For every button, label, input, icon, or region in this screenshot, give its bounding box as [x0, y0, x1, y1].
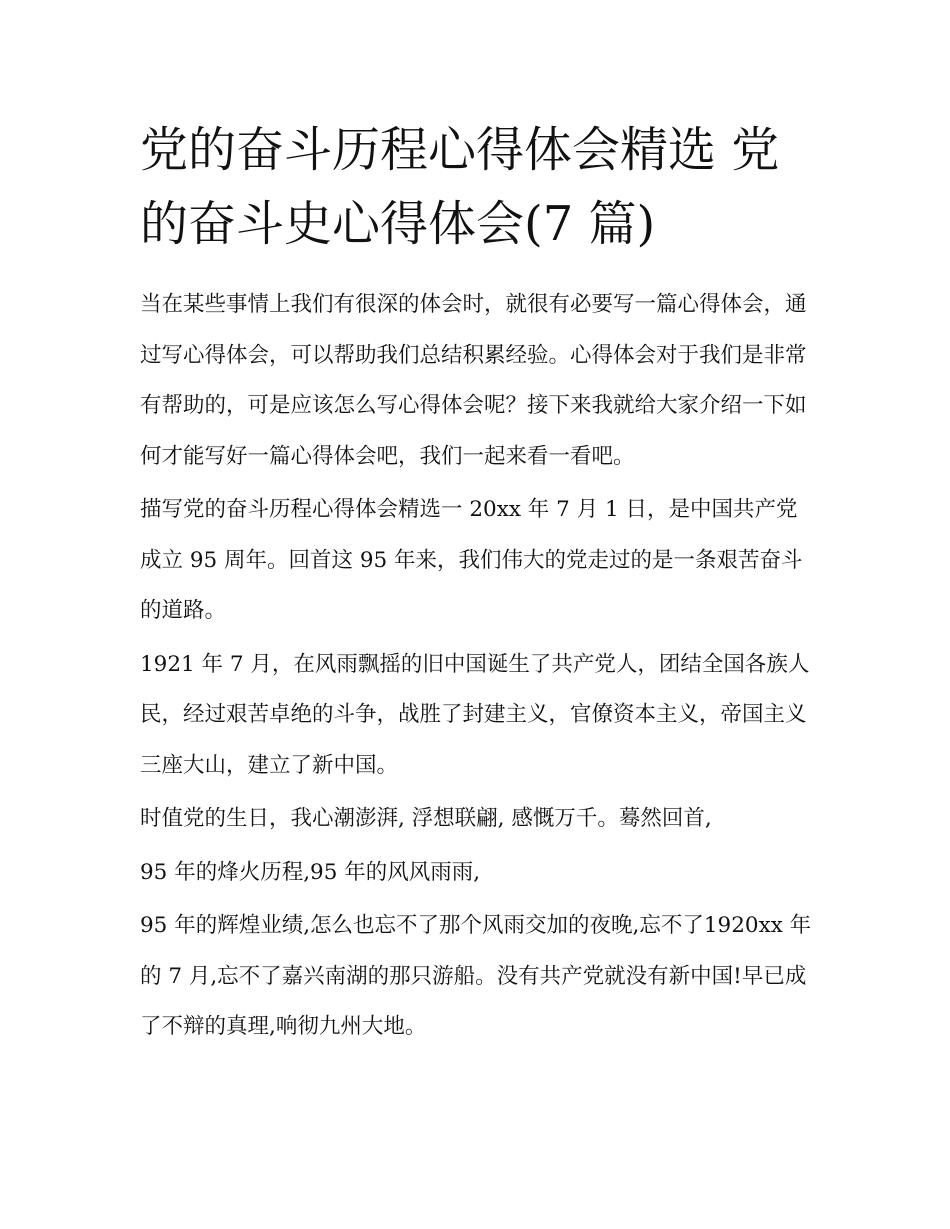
document-body — [140, 280, 818, 1056]
paragraph-birthday: 时值党的生日，我心潮澎湃, 浮想联翩, 感慨万千。蓦然回首, — [140, 806, 712, 831]
paragraph-1921: 1921 年 7 月，在风雨飘摇的旧中国诞生了共产党人，团结全国各族人民，经过艰苦卓绝的斗争，战胜了封建主义，官僚资本主义，帝国主义三座大山，建立了新中国。 — [140, 651, 810, 778]
paragraph-95-years-history: 95 年的烽火历程,95 年的风风雨雨, — [140, 859, 481, 885]
document-title: 党的奋斗历程心得体会精选 党的奋斗史心得体会(7 篇) — [140, 122, 780, 252]
paragraph-intro: 当在某些事情上我们有很深的体会时，就很有必要写一篇心得体会，通过写心得体会，可以帮助我们总结积累经验。心得体会对于我们是非常有帮助的，可是应该怎么写心得体会呢？接下来我就给大家介绍一下如何才能写好一篇心得体会吧，我们一起来看一看吧。 — [140, 292, 807, 469]
paragraph-anniversary: 描写党的奋斗历程心得体会精选一 20xx 年 7 月 1 日，是中国共产党成立 95 周年。回首这 95 年来，我们伟大的党走过的是一条艰苦奋斗的道路。 — [140, 497, 803, 623]
paragraph-95-years-achievements: 95 年的辉煌业绩,怎么也忘不了那个风雨交加的夜晚,忘不了1920xx 年的 7 月,忘不了嘉兴南湖的那只游船。没有共产党就没有新中国!早已成了不辩的真理,响彻九州大地。 — [140, 913, 812, 1039]
